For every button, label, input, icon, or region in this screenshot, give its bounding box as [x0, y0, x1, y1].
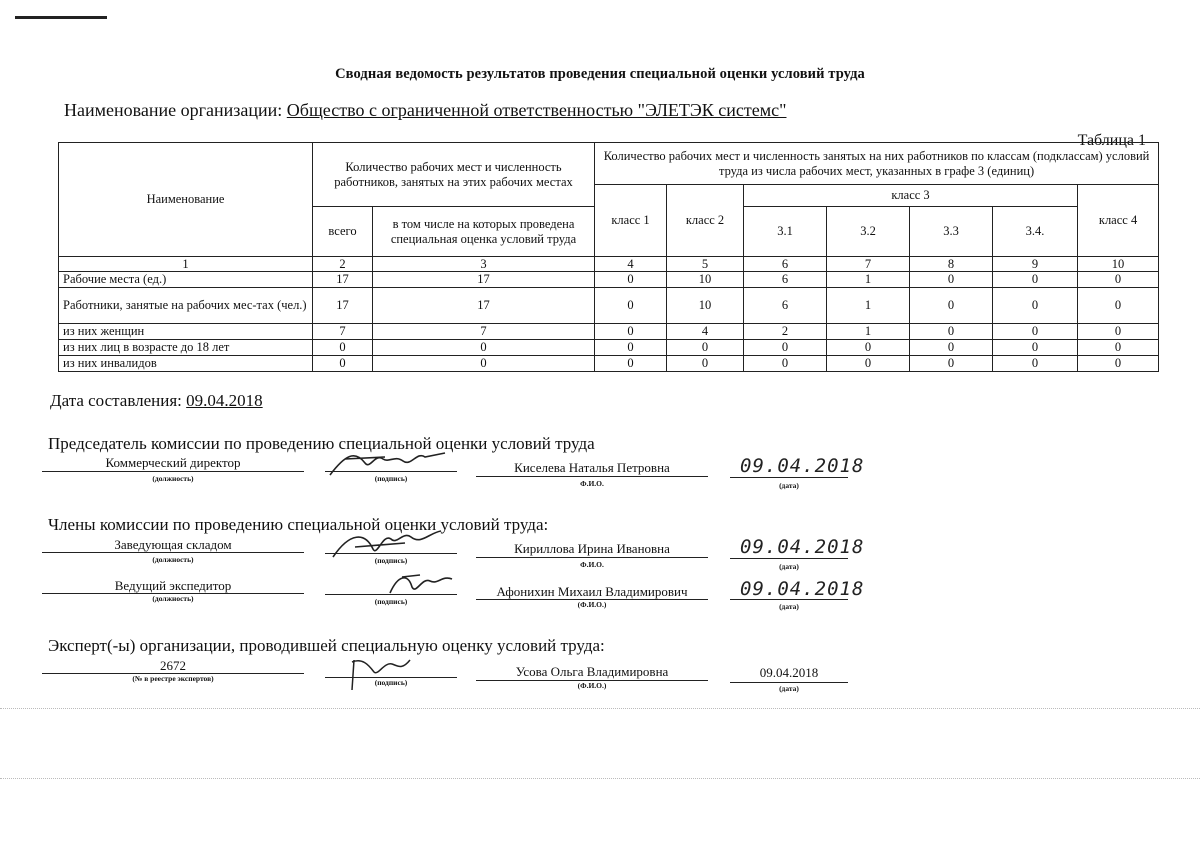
- position-caption: (должность): [152, 474, 194, 483]
- column-number-row: [59, 257, 1159, 272]
- column-number: 4: [595, 257, 667, 272]
- cell: 0: [827, 339, 910, 355]
- organization-name: Общество с ограниченной ответственностью "ЭЛЕТЭК системс": [286, 100, 787, 120]
- table-row: [59, 287, 1159, 323]
- column-number: 2: [313, 257, 373, 272]
- underline: [325, 553, 457, 554]
- header-class-3-4: 3.4.: [993, 207, 1078, 257]
- position-caption: (должность): [152, 594, 194, 603]
- signature-caption: (подпись): [374, 556, 408, 565]
- cell: 6: [744, 272, 827, 287]
- column-number: 1: [59, 257, 313, 272]
- date-caption: (дата): [779, 684, 799, 693]
- cell: 1: [827, 323, 910, 339]
- cell: 1: [827, 272, 910, 287]
- column-number: 7: [827, 257, 910, 272]
- underline: [730, 682, 848, 683]
- table-row: [59, 272, 1159, 287]
- header-name: Наименование: [59, 143, 313, 257]
- results-table: [58, 142, 1159, 372]
- cell: 0: [993, 323, 1078, 339]
- cell: 10: [667, 287, 744, 323]
- document-title: Сводная ведомость результатов проведения специальной оценки условий труда: [335, 66, 865, 82]
- cell: 7: [313, 323, 373, 339]
- organization-label: Наименование организации:: [64, 100, 283, 120]
- header-class-3-3: 3.3: [910, 207, 993, 257]
- cell: 0: [744, 339, 827, 355]
- position-caption: (должность): [152, 555, 194, 564]
- organization-line: [64, 100, 786, 121]
- row-label: из них лиц в возрасте до 18 лет: [59, 339, 313, 355]
- header-class2: класс 2: [667, 185, 744, 257]
- cell: 0: [910, 355, 993, 371]
- cell: 0: [595, 355, 667, 371]
- scan-artifact-line: [0, 708, 1200, 710]
- underline: [730, 558, 848, 559]
- underline: [730, 477, 848, 478]
- fio-caption: Ф.И.О.: [580, 560, 604, 569]
- cell: 0: [313, 355, 373, 371]
- header-total: всего: [313, 207, 373, 257]
- underline: [730, 599, 848, 600]
- cell: 0: [1078, 287, 1159, 323]
- cell: 0: [910, 287, 993, 323]
- table-row: [59, 355, 1159, 371]
- cell: 0: [595, 272, 667, 287]
- chairman-position: Коммерческий директор: [105, 455, 241, 470]
- table-caption: Таблица 1: [1077, 132, 1146, 149]
- cell: 1: [827, 287, 910, 323]
- header-assessed: в том числе на которых проведена специальная оценка условий труда: [373, 207, 595, 257]
- column-number: 6: [744, 257, 827, 272]
- cell: 17: [313, 272, 373, 287]
- member-date: 09.04.2018: [740, 536, 865, 558]
- members-heading: Члены комиссии по проведению специальной оценки условий труда:: [48, 515, 549, 534]
- cell: 0: [993, 355, 1078, 371]
- column-number: 3: [373, 257, 595, 272]
- header-count: Количество рабочих мест и численность работников, занятых на этих рабочих местах: [313, 143, 595, 207]
- signature-caption: (подпись): [374, 474, 408, 483]
- row-label: Работники, занятые на рабочих мес-тах (чел.): [59, 287, 313, 323]
- scan-artifact-line: [0, 778, 1200, 780]
- cell: 0: [744, 355, 827, 371]
- header-class-3-2: 3.2: [827, 207, 910, 257]
- cell: 0: [595, 339, 667, 355]
- cell: 0: [910, 272, 993, 287]
- expert-name: Усова Ольга Владимировна: [515, 664, 669, 679]
- underline: [476, 476, 708, 477]
- cell: 2: [744, 323, 827, 339]
- expert-signature: [340, 652, 440, 694]
- member-name: Кириллова Ирина Ивановна: [514, 541, 670, 556]
- fio-caption: Ф.И.О.: [580, 479, 604, 488]
- column-number: 10: [1078, 257, 1159, 272]
- member-name: Афонихин Михаил Владимирович: [496, 584, 688, 599]
- column-number: 8: [910, 257, 993, 272]
- expert-registry-number: 2672: [160, 658, 186, 673]
- date-caption: (дата): [779, 562, 799, 571]
- cell: 0: [313, 339, 373, 355]
- underline: [325, 594, 457, 595]
- chairman-heading: Председатель комиссии по проведению специальной оценки условий труда: [48, 434, 595, 453]
- expert-heading: Эксперт(-ы) организации, проводившей специальную оценку условий труда:: [48, 636, 605, 655]
- underline: [325, 471, 457, 472]
- cell: 0: [1078, 272, 1159, 287]
- column-number: 5: [667, 257, 744, 272]
- header-class-3-1: 3.1: [744, 207, 827, 257]
- cell: 0: [595, 323, 667, 339]
- underline: [42, 552, 304, 553]
- scan-mark: [15, 16, 107, 19]
- member-date: 09.04.2018: [740, 578, 865, 600]
- cell: 0: [827, 355, 910, 371]
- cell: 10: [667, 272, 744, 287]
- cell: 0: [373, 339, 595, 355]
- cell: 0: [993, 272, 1078, 287]
- date-caption: (дата): [779, 481, 799, 490]
- underline: [42, 471, 304, 472]
- cell: 4: [667, 323, 744, 339]
- header-classes: Количество рабочих мест и численность занятых на них работников по классам (подклассам) условий труда из числа рабочих мест, указанных в графе 3 (единиц): [595, 143, 1159, 185]
- cell: 17: [373, 287, 595, 323]
- cell: 17: [373, 272, 595, 287]
- cell: 0: [1078, 339, 1159, 355]
- date-caption: (дата): [779, 602, 799, 611]
- table-row: [59, 339, 1159, 355]
- date-compiled-value: 09.04.2018: [186, 391, 263, 410]
- cell: 0: [910, 339, 993, 355]
- cell: 7: [373, 323, 595, 339]
- cell: 17: [313, 287, 373, 323]
- cell: 0: [1078, 323, 1159, 339]
- cell: 0: [1078, 355, 1159, 371]
- member-position: Ведущий экспедитор: [114, 578, 232, 593]
- row-label: из них инвалидов: [59, 355, 313, 371]
- cell: 0: [595, 287, 667, 323]
- cell: 0: [667, 355, 744, 371]
- header-class3: класс 3: [744, 185, 1078, 207]
- cell: 0: [993, 287, 1078, 323]
- fio-caption: (Ф.И.О.): [577, 600, 607, 609]
- header-class4: класс 4: [1078, 185, 1159, 257]
- chairman-name: Киселева Наталья Петровна: [514, 460, 670, 475]
- column-number: 9: [993, 257, 1078, 272]
- expert-date: 09.04.2018: [759, 665, 819, 680]
- cell: 6: [744, 287, 827, 323]
- cell: 0: [373, 355, 595, 371]
- date-compiled-label: Дата составления:: [50, 391, 182, 410]
- signature-caption: (подпись): [374, 597, 408, 606]
- member-position: Заведующая складом: [114, 537, 232, 552]
- cell: 0: [910, 323, 993, 339]
- fio-caption: (Ф.И.О.): [577, 681, 607, 690]
- table-row: [59, 323, 1159, 339]
- row-label: из них женщин: [59, 323, 313, 339]
- cell: 0: [667, 339, 744, 355]
- row-label: Рабочие места (ед.): [59, 272, 313, 287]
- underline: [476, 557, 708, 558]
- registry-caption: (№ в реестре экспертов): [132, 674, 214, 683]
- header-class1: класс 1: [595, 185, 667, 257]
- date-compiled: [50, 391, 263, 411]
- chairman-date: 09.04.2018: [740, 455, 865, 477]
- signature-caption: (подпись): [374, 678, 408, 687]
- cell: 0: [993, 339, 1078, 355]
